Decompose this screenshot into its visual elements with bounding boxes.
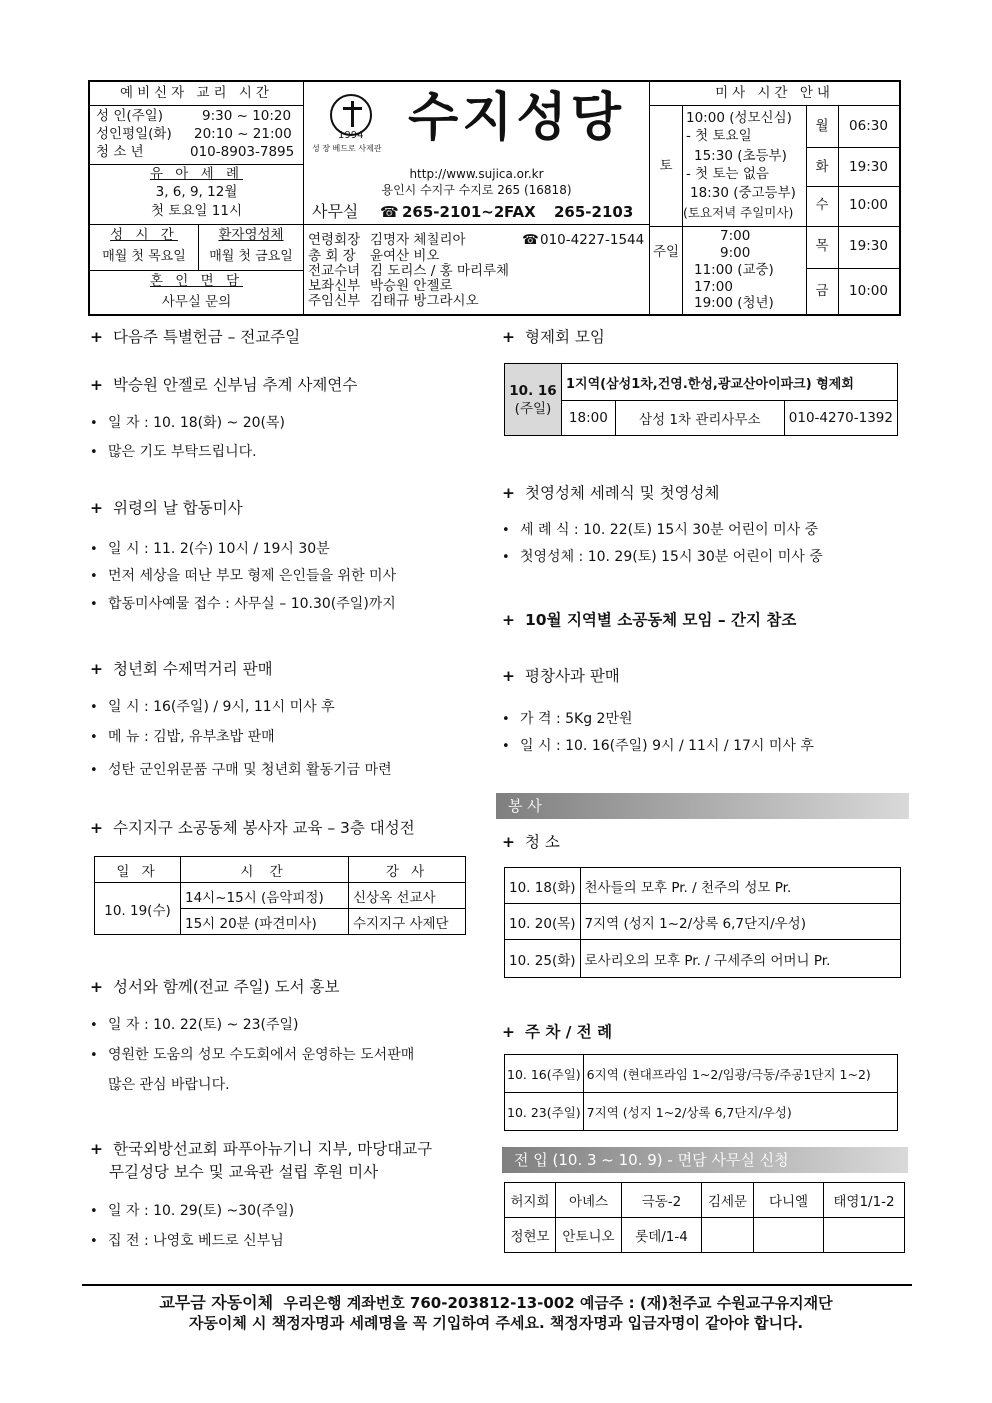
mass-sat-1: 10:00 (성모신심) [686, 110, 792, 126]
weekday-tue-time: 19:30 [849, 159, 888, 175]
header-center-column [304, 82, 650, 314]
parking-table [504, 1054, 898, 1131]
section-bible-book-promo: + 성서와 함께(전교 주일) 도서 홍보 [90, 978, 340, 996]
table-cell [824, 1218, 905, 1253]
meeting-place: 삼성 1차 관리사무소 [615, 401, 784, 436]
table-cell: 롯데/1-4 [622, 1218, 702, 1253]
staff-role-5: 주임신부 [308, 293, 361, 309]
table-cell: 14시~15시 (음악피정) [181, 883, 349, 909]
footer-line-2: 자동이체 시 책정자명과 세례명을 꼭 기입하여 주세요. 책정자명과 입금자명이 같아야 합니다. [188, 1314, 804, 1332]
mass-sat-5: 18:30 (중고등부) [690, 185, 796, 201]
list-item: • 메 뉴 : 김밥, 유부초밥 판매 [90, 728, 275, 747]
staff-role-2: 총 회 장 [308, 248, 356, 264]
list-item-continuation: 많은 관심 바랍니다. [108, 1077, 230, 1093]
weekday-tue: 화 [815, 159, 829, 175]
table-cell: 정현모 [505, 1218, 556, 1253]
sick-communion-title: 환자영성체 [218, 227, 284, 243]
section-first-communion: + 첫영성체 세례식 및 첫영성체 [502, 484, 720, 502]
catechism-adult-weekday-label: 성인평일(화) [96, 126, 172, 142]
list-item: • 일 자 : 10. 22(토) ~ 23(주일) [90, 1016, 299, 1035]
list-item: • 많은 기도 부탁드립니다. [90, 443, 257, 462]
section-apple-sale: + 평창사과 판매 [502, 667, 620, 685]
table-cell: 10. 19(수) [95, 883, 181, 935]
section-all-souls-mass: + 위령의 날 합동미사 [90, 499, 243, 517]
table-cell: 다니엘 [754, 1183, 824, 1218]
weekday-mon-time: 06:30 [849, 118, 888, 134]
table-header: 강 사 [349, 857, 466, 883]
table-row [505, 868, 901, 904]
phone-icon: ☎ [380, 203, 399, 221]
staff-phone-icon: ☎ [522, 232, 539, 248]
transfer-table [504, 1182, 905, 1253]
staff-role-1: 연령회장 [308, 232, 361, 248]
marriage-title: 혼 인 면 담 [149, 273, 244, 289]
table-cell: 신상옥 선교사 [349, 883, 466, 909]
section-youth-food-sale: + 청년회 수제먹거리 판매 [90, 660, 273, 678]
holy-hour-title: 성 시 간 [110, 227, 178, 243]
catechism-youth-phone: 010-8903-7895 [190, 144, 295, 160]
section-special-offering: + 다음주 특별헌금 – 전교주일 [90, 328, 301, 346]
mass-title: 미사 시간 안내 [715, 85, 834, 101]
table-row [95, 883, 466, 909]
table-cell [754, 1218, 824, 1253]
mass-sat-4: - 첫 토는 없음 [686, 166, 769, 182]
list-item: • 일 자 : 10. 29(토) ~30(주일) [90, 1202, 294, 1221]
mass-times [650, 82, 899, 314]
mass-sun-5: 19:00 (청년) [694, 295, 774, 311]
table-row [505, 1218, 905, 1253]
table-cell: 10. 23(주일) [505, 1093, 584, 1131]
meeting-phone: 010-4270-1392 [784, 401, 897, 436]
parish-url[interactable]: http://www.sujica.or.kr [409, 167, 544, 181]
list-item: • 일 시 : 10. 16(주일) 9시 / 11시 / 17시 미사 후 [502, 737, 814, 756]
mass-sat-2: - 첫 토요일 [686, 128, 752, 144]
weekday-thu-time: 19:30 [849, 238, 888, 254]
table-cell: 10. 20(목) [505, 904, 581, 940]
marriage-value: 사무실 문의 [161, 294, 232, 310]
table-row [505, 401, 898, 436]
mass-sunday-label: 주일 [652, 244, 680, 260]
parish-name: 수지성당 [408, 88, 625, 148]
holy-hour-value: 매월 첫 목요일 [102, 249, 186, 264]
section-brotherhood-meeting: + 형제회 모임 [502, 328, 605, 346]
sick-communion-value: 매월 첫 금요일 [209, 249, 293, 264]
section-priest-retreat: + 박승원 안젤로 신부님 추계 사제연수 [90, 376, 358, 394]
table-cell [702, 1218, 754, 1253]
office-phone: 265-2101~2 [402, 203, 505, 221]
parish-address: 용인시 수지구 수지로 265 (16818) [381, 183, 572, 197]
weekday-wed: 수 [815, 197, 829, 213]
logo-text: 성 장 베드로 사제관 [312, 144, 382, 153]
office-label: 사무실 [312, 202, 359, 221]
table-cell: 로사리오의 모후 Pr. / 구세주의 어머니 Pr. [580, 940, 900, 978]
list-item: • 일 시 : 16(주일) / 9시, 11시 미사 후 [90, 698, 335, 717]
section-parking-liturgy: + 주 차 / 전 례 [502, 1023, 613, 1041]
table-header: 시 간 [181, 857, 349, 883]
table-header: 일 자 [95, 857, 181, 883]
weekday-fri-time: 10:00 [849, 283, 888, 299]
catechism-adult-weekday-time: 20:10 ~ 21:00 [194, 126, 292, 142]
table-cell: 극동-2 [622, 1183, 702, 1218]
cleaning-table [504, 867, 901, 978]
weekday-wed-time: 10:00 [849, 197, 888, 213]
staff-name-2: 윤여산 비오 [370, 248, 440, 264]
mass-sat-3: 15:30 (초등부) [694, 148, 787, 164]
list-item: • 일 시 : 11. 2(수) 10시 / 19시 30분 [90, 540, 330, 559]
section-mission-mass-line2: 무길성당 보수 및 교육관 설립 후원 미사 [109, 1163, 379, 1181]
mass-sun-4: 17:00 [694, 279, 733, 295]
list-item: • 먼저 세상을 떠난 부모 형제 은인들을 위한 미사 [90, 567, 396, 586]
table-cell: 수지지구 사제단 [349, 909, 466, 935]
section-cleaning: + 청 소 [502, 833, 560, 851]
list-item: • 집 전 : 나영호 베드로 신부님 [90, 1232, 284, 1251]
table-row [505, 1183, 905, 1218]
list-item: • 세 례 식 : 10. 22(토) 15시 30분 어린이 미사 중 [502, 521, 818, 540]
section-community-training: + 수지지구 소공동체 봉사자 교육 – 3층 대성전 [90, 819, 415, 837]
staff-name-1: 김명자 체칠리아 [370, 232, 466, 248]
catechism-title: 예비신자 교리 시간 [120, 85, 273, 101]
list-item: • 일 자 : 10. 18(화) ~ 20(목) [90, 414, 285, 433]
table-cell: 15시 20분 (파견미사) [181, 909, 349, 935]
mass-sat-6: (토요저녁 주일미사) [683, 205, 794, 220]
table-cell: 10. 18(화) [505, 868, 581, 904]
section-mission-mass: + 한국외방선교회 파푸아뉴기니 지부, 마당대교구 [90, 1140, 433, 1158]
staff-phone-1: 010-4227-1544 [540, 232, 645, 248]
staff-role-3: 전교수녀 [308, 263, 361, 279]
weekday-mon: 월 [815, 118, 829, 134]
infant-baptism-day: 첫 토요일 11시 [151, 203, 242, 219]
infant-baptism-months: 3, 6, 9, 12월 [155, 184, 238, 200]
table-row [505, 364, 898, 401]
meeting-group: 1지역(삼성1차,건영.한성,광교산아이파크) 형제회 [561, 364, 897, 401]
office-fax: 265-2103 [554, 203, 634, 221]
staff-role-4: 보좌신부 [308, 278, 361, 294]
brotherhood-table [504, 363, 898, 436]
table-cell: 아녜스 [556, 1183, 622, 1218]
list-item: • 가 격 : 5Kg 2만원 [502, 710, 633, 729]
logo-year: 1994 [338, 130, 364, 141]
infant-baptism-title: 유 아 세 례 [149, 166, 244, 182]
weekday-fri: 금 [815, 283, 829, 299]
staff-name-5: 김태규 방그라시오 [370, 293, 479, 309]
list-item: • 성탄 군인위문품 구매 및 청년회 활동기금 마련 [90, 761, 392, 780]
catechism-youth-label: 청 소 년 [96, 144, 144, 160]
staff-name-4: 박승원 안젤로 [370, 278, 453, 294]
training-table [94, 856, 466, 935]
table-cell: 안토니오 [556, 1218, 622, 1253]
office-fax-label: FAX [504, 203, 536, 221]
service-bar: 봉 사 [496, 793, 909, 819]
table-row [505, 1055, 898, 1093]
table-cell: 허지희 [505, 1183, 556, 1218]
staff-name-3: 김 도리스 / 홍 마리루체 [370, 263, 510, 279]
mass-sun-3: 11:00 (교중) [694, 262, 774, 278]
table-cell: 10. 25(화) [505, 940, 581, 978]
table-cell: 7지역 (성지 1~2/상록 6,7단지/우성) [583, 1093, 897, 1131]
meeting-date: 10. 16 (주일) [505, 364, 562, 436]
list-item: • 합동미사예물 접수 : 사무실 – 10.30(주일)까지 [90, 595, 396, 614]
transfer-bar: 전 입 (10. 3 ~ 10. 9) - 면담 사무실 신청 [502, 1147, 908, 1173]
list-item: • 영원한 도움의 성모 수도회에서 운영하는 도서판매 [90, 1046, 414, 1065]
table-cell: 7지역 (성지 1~2/상록 6,7단지/우성) [580, 904, 900, 940]
header-left-column [90, 82, 304, 314]
mass-sun-2: 9:00 [720, 245, 751, 261]
mass-saturday-label: 토 [659, 158, 673, 174]
footer-line-1: 교무금 자동이체 우리은행 계좌번호 760-203812-13-002 예금주 : (재)천주교 수원교구유지재단 [159, 1293, 833, 1312]
bulletin-header [88, 80, 901, 316]
table-row [95, 857, 466, 883]
table-cell: 천사들의 모후 Pr. / 천주의 성모 Pr. [580, 868, 900, 904]
table-cell: 10. 16(주일) [505, 1055, 584, 1093]
meeting-time: 18:00 [561, 401, 615, 436]
footer-divider [82, 1284, 912, 1286]
section-small-community: + 10월 지역별 소공동체 모임 – 간지 참조 [502, 611, 797, 629]
table-row [505, 904, 901, 940]
mass-sun-1: 7:00 [720, 228, 751, 244]
table-row [505, 940, 901, 978]
weekday-thu: 목 [815, 238, 829, 254]
table-cell: 태영1/1-2 [824, 1183, 905, 1218]
catechism-adult-sunday-time: 9:30 ~ 10:20 [202, 108, 292, 124]
table-cell: 6지역 (현대프라임 1~2/임광/극동/주공1단지 1~2) [583, 1055, 897, 1093]
table-row [505, 1093, 898, 1131]
catechism-adult-sunday-label: 성 인(주일) [96, 108, 163, 124]
table-cell: 김세문 [702, 1183, 754, 1218]
list-item: • 첫영성체 : 10. 29(토) 15시 30분 어린이 미사 중 [502, 548, 823, 567]
